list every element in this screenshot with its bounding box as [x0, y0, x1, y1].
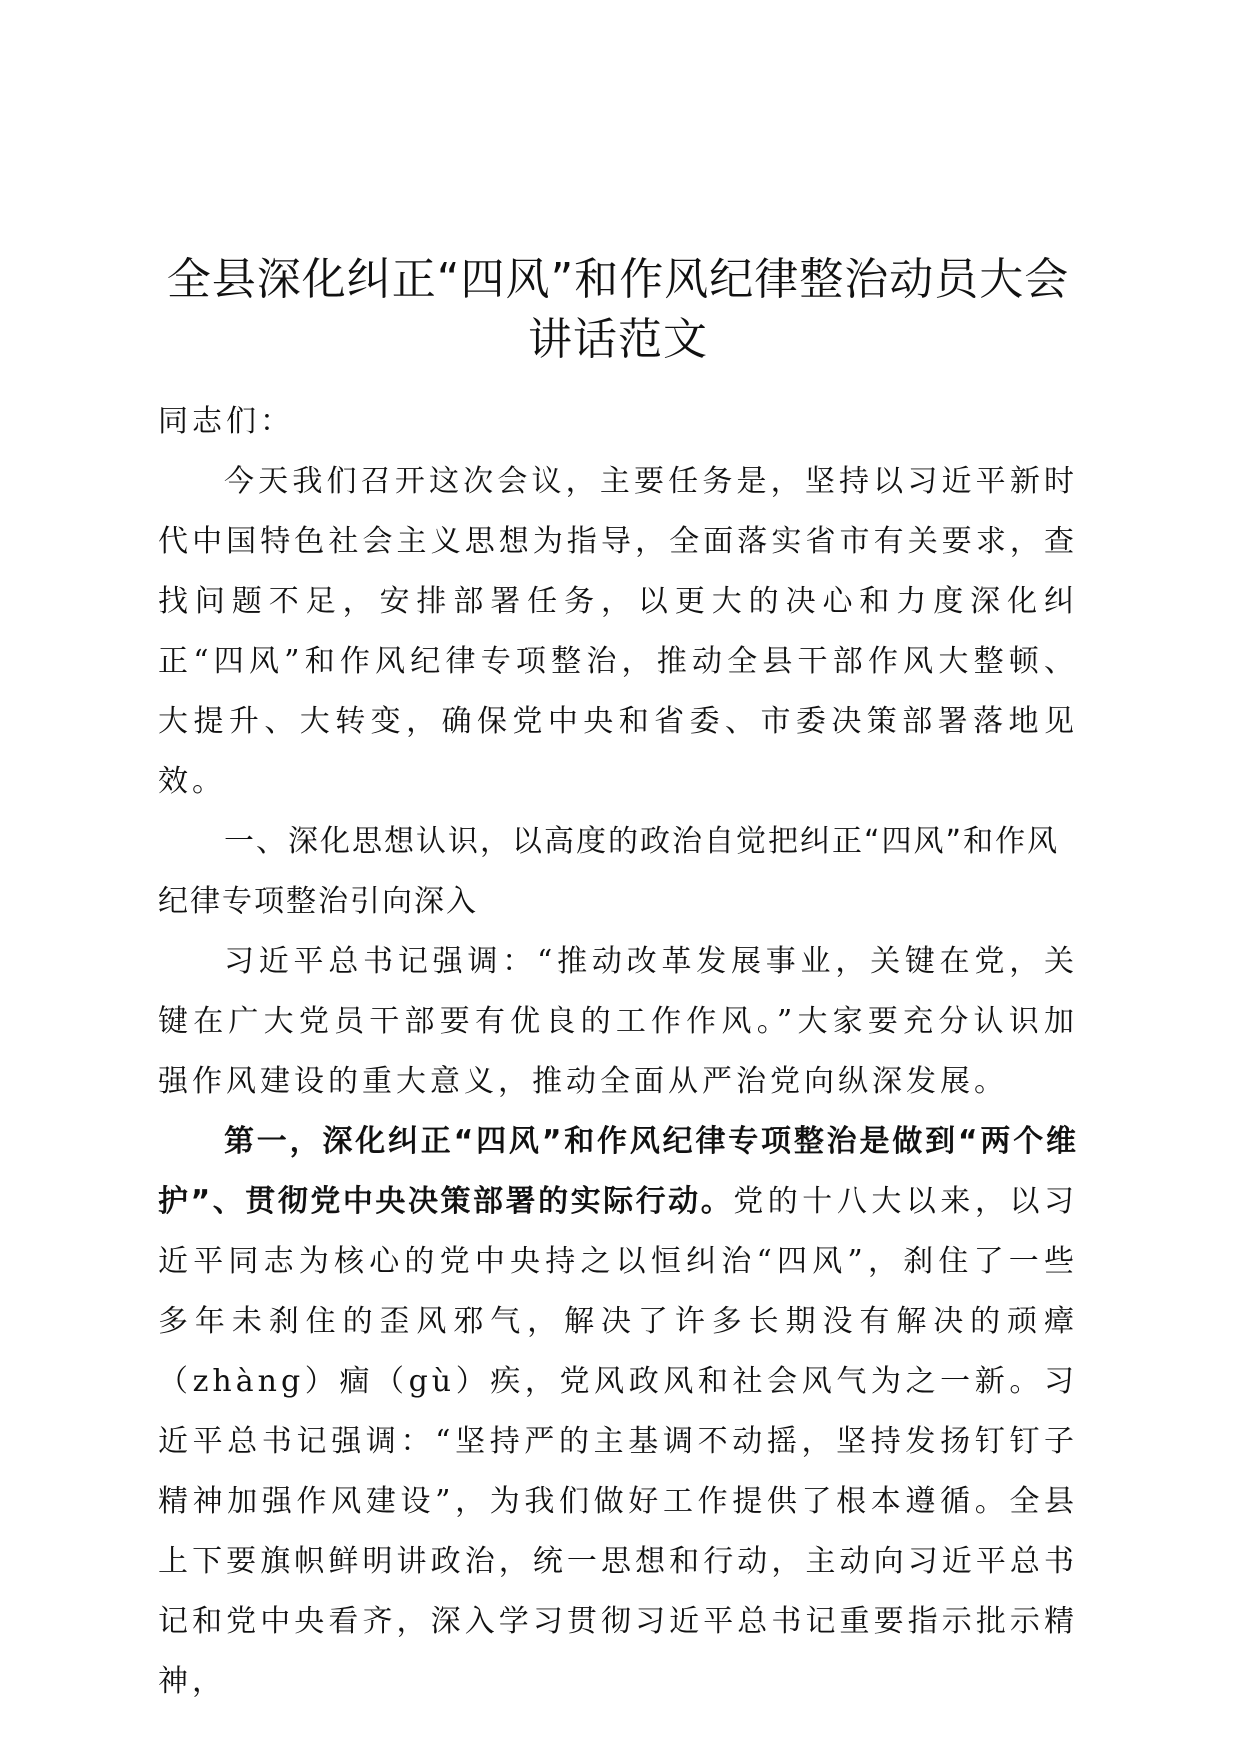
salutation: 同志们：: [158, 404, 294, 439]
document-body: [158, 250, 1078, 1712]
point-1-body: 党的十八大以来，以习近平同志为核心的党中央持之以恒纠治“四风”，刹住了一些多年未刹住的歪风邪气，解决了许多长期没有解决的顽瘴（zhàng）痼（gù）疾，党风政风和社会风气为之一新。习近平总书记强调：“坚持严的主基调不动摇，坚持发扬钉钉子精神加强作风建设”，为我们做好工作提供了根本遵循。全县上下要旗帜鲜明讲政治，统一思想和行动，主动向习近平总书记和党中央看齐，深入学习贯彻习近平总书记重要指示批示精神，: [158, 1184, 1079, 1699]
document-title: 全县深化纠正“四风”和作风纪律整治动员大会讲话范文: [166, 254, 1070, 365]
point-1-lead: 第一，深化纠正“四风”和作风纪律专项整治是做到“两个维护”、贯彻党中央决策部署的实际行动。: [158, 1124, 1078, 1219]
section-1-paragraph: 习近平总书记强调：“推动改革发展事业，关键在党，关键在广大党员干部要有优良的工作作风。”大家要充分认识加强作风建设的重大意义，推动全面从严治党向纵深发展。: [158, 944, 1078, 1099]
section-1-heading: 一、深化思想认识，以高度的政治自觉把纠正“四风”和作风纪律专项整治引向深入: [158, 824, 1060, 919]
point-1-paragraph: [158, 1112, 1078, 1712]
intro-paragraph: 今天我们召开这次会议，主要任务是，坚持以习近平新时代中国特色社会主义思想为指导，全面落实省市有关要求，查找问题不足，安排部署任务，以更大的决心和力度深化纠正“四风”和作风纪律专项整治，推动全县干部作风大整顿、大提升、大转变，确保党中央和省委、市委决策部署落地见效。: [158, 464, 1078, 799]
